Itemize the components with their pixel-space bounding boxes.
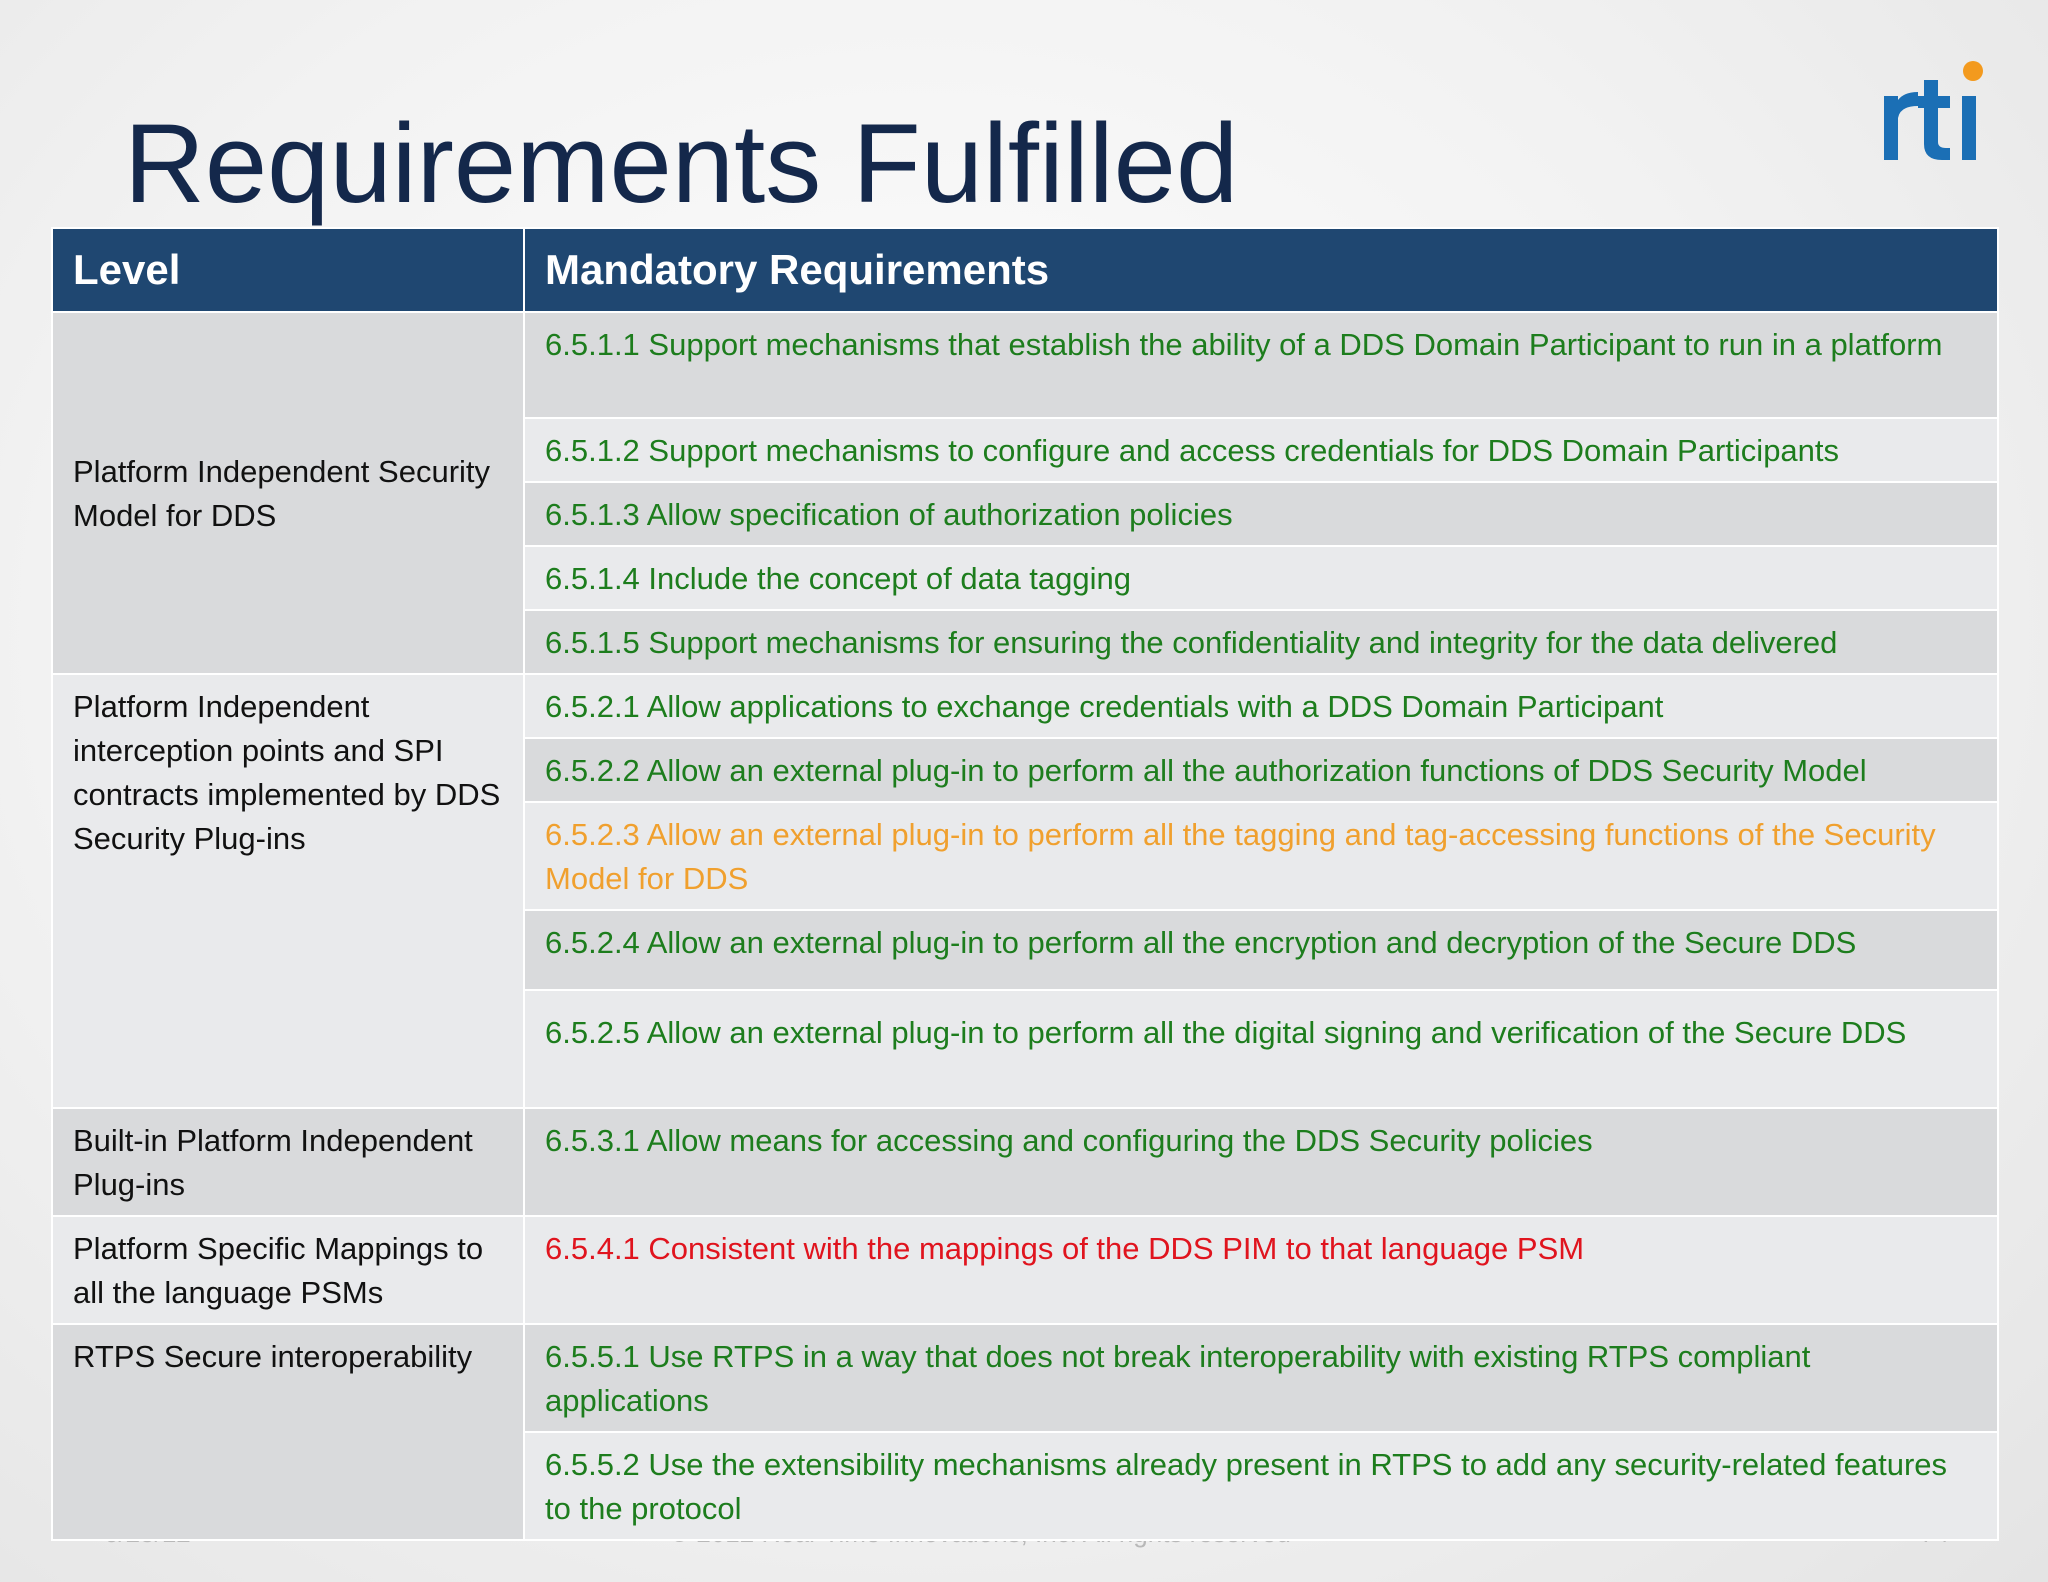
- level-cell: Platform Specific Mappings to all the language PSMs: [52, 1216, 524, 1324]
- requirement-cell: 6.5.5.1 Use RTPS in a way that does not break interoperability with existing RTPS compliant applications: [524, 1324, 1998, 1432]
- page-title: Requirements Fulfilled: [124, 101, 1239, 226]
- level-cell: Built-in Platform Independent Plug-ins: [52, 1108, 524, 1216]
- requirement-cell: 6.5.1.1 Support mechanisms that establish the ability of a DDS Domain Participant to run in a platform: [524, 312, 1998, 418]
- table-row: [52, 674, 1998, 738]
- level-cell: RTPS Secure interoperability: [52, 1324, 524, 1540]
- requirement-cell: 6.5.2.2 Allow an external plug-in to perform all the authorization functions of DDS Security Model: [524, 738, 1998, 802]
- table-row: [52, 312, 1998, 418]
- requirement-cell: 6.5.3.1 Allow means for accessing and configuring the DDS Security policies: [524, 1108, 1998, 1216]
- requirement-cell: 6.5.1.4 Include the concept of data tagging: [524, 546, 1998, 610]
- requirement-cell: 6.5.2.4 Allow an external plug-in to perform all the encryption and decryption of the Secure DDS: [524, 910, 1998, 990]
- level-cell: Platform Independent Security Model for DDS: [52, 312, 524, 674]
- requirement-cell: 6.5.5.2 Use the extensibility mechanisms already present in RTPS to add any security-related features to the protocol: [524, 1432, 1998, 1540]
- header-mandatory-requirements: Mandatory Requirements: [524, 228, 1998, 312]
- table-row: [52, 1216, 1998, 1324]
- header-level: Level: [52, 228, 524, 312]
- requirement-cell: 6.5.2.1 Allow applications to exchange credentials with a DDS Domain Participant: [524, 674, 1998, 738]
- rti-logo: [1878, 56, 1988, 164]
- level-cell: Platform Independent interception points and SPI contracts implemented by DDS Security Plug-ins: [52, 674, 524, 1108]
- requirement-cell: 6.5.4.1 Consistent with the mappings of the DDS PIM to that language PSM: [524, 1216, 1998, 1324]
- table-header-row: [52, 228, 1998, 312]
- requirement-cell: 6.5.1.3 Allow specification of authorization policies: [524, 482, 1998, 546]
- table-row: [52, 1108, 1998, 1216]
- requirement-cell: 6.5.1.5 Support mechanisms for ensuring the confidentiality and integrity for the data delivered: [524, 610, 1998, 674]
- requirements-table-container: [51, 227, 1997, 1541]
- requirements-table: [51, 227, 1999, 1541]
- requirement-cell: 6.5.2.5 Allow an external plug-in to perform all the digital signing and verification of the Secure DDS: [524, 990, 1998, 1108]
- requirement-cell: 6.5.1.2 Support mechanisms to configure and access credentials for DDS Domain Participants: [524, 418, 1998, 482]
- requirement-cell: 6.5.2.3 Allow an external plug-in to perform all the tagging and tag-accessing functions of the Security Model for DDS: [524, 802, 1998, 910]
- table-row: [52, 1324, 1998, 1432]
